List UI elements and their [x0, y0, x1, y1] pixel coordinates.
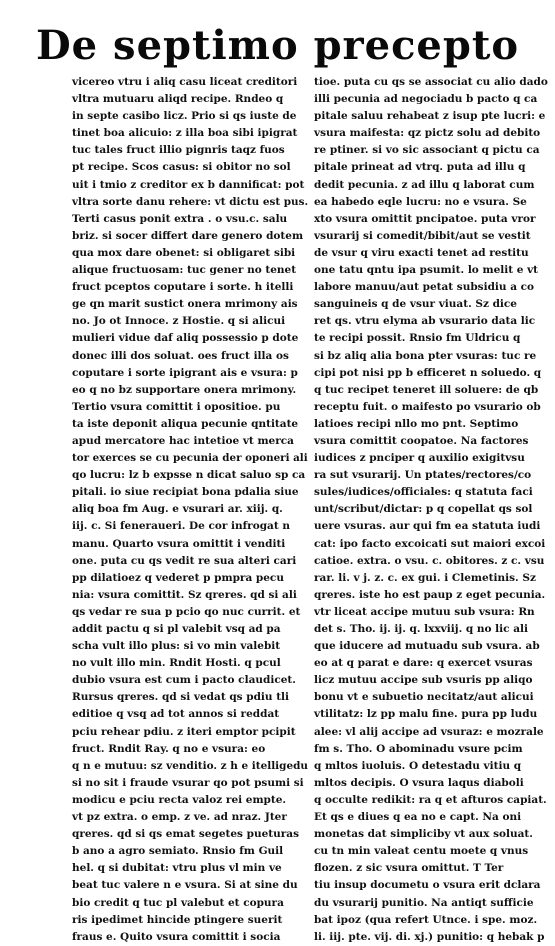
text-line: q tuc recipet teneret ill soluere: de qb — [314, 383, 539, 396]
text-line: mulieri vidue daf aliq possessio p dote — [72, 332, 299, 345]
text-line: tiu insup documetu o vsura erit dclara — [314, 879, 541, 892]
text-line: fruct pceptos coputare i sorte. h itelli — [72, 281, 294, 294]
text-line: alee: vl alij accipe ad vsuraz: e mozrale — [314, 725, 544, 738]
text-line: qo lucru: lz b expsse n dicat saluo sp ca — [72, 469, 306, 482]
text-line: tinet boa alicuio: z illa boa sibi ipigrat — [72, 127, 298, 140]
text-line: alique fructuosam: tuc gener no tenet — [72, 264, 297, 277]
text-line: cipi pot nisi pp b efficeret n soluedo. q — [314, 366, 542, 379]
text-line: catioe. extra. o vsu. c. obitores. z c. vsu — [314, 554, 545, 567]
page-heading: De septimo precepto — [35, 22, 520, 69]
text-line: labore manuu/aut petat subsidiu a co — [314, 281, 535, 294]
text-line: q n e mutuu: sz venditio. z h e itelligedu — [72, 759, 309, 772]
text-line: scha vult illo plus: si vo min valebit — [72, 640, 281, 653]
text-line: one tatu qntu ipa psumit. lo melit e vt — [314, 264, 539, 277]
text-line: cat: ipo facto excoicati sut maiori excoi — [314, 537, 546, 550]
text-line: q occulte redikit: ra q et afturos capiat. — [314, 793, 547, 806]
text-line: pciu rehear pdiu. z iteri emptor pcipit — [72, 725, 296, 738]
text-line: fruct. Rndit Ray. q no e vsura: eo — [72, 742, 266, 755]
text-line: Terti casus ponit extra . o vsu.c. salu — [72, 212, 288, 225]
left-text-column — [72, 74, 308, 946]
text-line: hel. q si dubitat: vtru plus vl min ve — [72, 862, 282, 875]
text-line: briz. si socer differt dare genero dotem — [72, 229, 304, 242]
text-line: vtr liceat accipe mutuu sub vsura: Rn — [314, 605, 535, 618]
text-line: det s. Tho. ij. ij. q. lxxviij. q no lic ali — [314, 623, 528, 635]
text-line: apud mercatore hac intetioe vt merca — [72, 434, 294, 447]
text-line: du vsurarij punitio. Na antiqt sufficie — [314, 896, 534, 909]
text-line: qua mox dare obenet: si obligaret sibi — [72, 246, 296, 259]
text-line: Et qs e diues q ea no e capt. Na oni — [314, 811, 522, 824]
text-line: ris ipedimet hincide ptingere suerit — [72, 913, 283, 926]
text-line: que iducere ad mutuadu sub vsura. ab — [314, 640, 540, 653]
text-line: de vsur q viru exacti tenet ad restitu — [314, 246, 529, 259]
text-line: bio credit q tuc pl valebut et copura — [72, 896, 284, 909]
text-line: beat tuc valere n e vsura. Si at sine du — [72, 879, 298, 892]
text-line: editioe q vsq ad tot annos si reddat — [72, 708, 280, 721]
text-line: vsura maifesta: qz pictz solu ad debito — [314, 127, 541, 140]
text-line: illi pecunia ad negociadu b pacto q ca — [314, 93, 538, 106]
text-line: vicereo vtru i aliq casu liceat creditori — [72, 76, 298, 88]
text-line: uere vsuras. aur qui fm ea statuta iudi — [314, 520, 541, 533]
text-line: no vult illo min. Rndit Hosti. q pcul — [72, 657, 281, 670]
text-line: uit i tmio z creditor ex b dannificat: pot — [72, 178, 305, 191]
text-line: fraus e. Quito vsura comittit i socia — [72, 930, 281, 943]
text-line: dedit pecunia. z ad illu q laborat cum — [314, 178, 535, 191]
text-line: ea habedo eqle lucru: no e vsura. Se — [314, 195, 527, 208]
text-line: ret qs. vtru elyma ab vsurario data lic — [314, 315, 536, 328]
text-line: xto vsura omittit pncipatoe. puta vror — [314, 212, 536, 225]
text-line: addit pactu q si pl valebit vsq ad pa — [72, 623, 281, 635]
text-line: manu. Quarto vsura omittit i venditi — [72, 537, 286, 550]
text-line: ta iste deponit aliqua pecunie qntitate — [72, 417, 299, 430]
text-line: bat ipoz (qua refert Utnce. i spe. moz. — [314, 913, 538, 926]
text-line: q mltos iuoluis. O detestadu vitiu q — [314, 759, 522, 772]
text-line: donec illi dos soluat. oes fruct illa os — [72, 349, 289, 362]
text-line: dubio vsura est cum i pacto claudicet. — [72, 674, 296, 687]
text-line: li. iij. pte. vij. di. xj.) punitio: q hebak p — [314, 930, 545, 943]
text-line: pitali. io siue recipiat bona pdalia siue — [72, 486, 299, 499]
text-line: latioes recipi nllo mo pnt. Septimo — [314, 417, 519, 430]
text-line: one. puta cu qs vedit re sua alteri cari — [72, 554, 297, 567]
text-line: Rursus qreres. qd si vedat qs pdiu tli — [72, 691, 290, 704]
text-line: fm s. Tho. O abominadu vsure pcim — [314, 742, 523, 755]
text-line: mltos decipis. O vsura laqus diaboli — [314, 776, 524, 789]
text-line: unt/scribut/dictar: p q copellat qs sol — [314, 503, 533, 516]
text-line: qs vedar re sua p pcio qo nuc currit. et — [72, 605, 301, 618]
text-line: b ano a agro semiato. Rnsio fm Guil — [72, 845, 284, 858]
text-line: re ptiner. si vo sic associant q pictu ca — [314, 144, 540, 157]
text-line: licz mutuu accipe sub vsuris pp aliqo — [314, 674, 533, 687]
text-line: monetas dat simpliciby vt aux soluat. — [314, 828, 533, 841]
text-line: pp dilatioez q vederet p pmpra pecu — [72, 571, 284, 584]
text-line: pt recipe. Scos casus: si obitor no sol — [72, 161, 291, 174]
text-line: vsurarij si comedit/bibit/aut se vestit — [314, 229, 531, 242]
text-line: sanguineis q de vsur viuat. Sz dice — [314, 298, 517, 311]
text-line: eo at q parat e dare: q exercet vsuras — [314, 657, 533, 670]
text-line: receptu fuit. o maifesto po vsurario ob — [314, 400, 541, 413]
text-line: ge qn marit sustict onera mrimony ais — [72, 298, 298, 311]
text-line: pitale saluu rehabeat z isup pte lucri: e — [314, 110, 546, 123]
text-line: modicu e pciu recta valoz rei empte. — [72, 793, 287, 806]
text-line: in septe casibo licz. Prio si qs iuste de — [72, 110, 297, 123]
text-line: iij. c. Si feneraueri. De cor infrogat n — [72, 520, 290, 533]
text-line: nia: vsura comittit. Sz qreres. qd si ali — [72, 588, 297, 601]
text-line: si bz aliq alia bona pter vsuras: tuc re — [314, 349, 537, 362]
text-line: aliq boa fm Aug. e vsurari ar. xiij. q. — [72, 503, 283, 516]
text-line: tioe. puta cu qs se associat cu alio dado — [314, 76, 548, 88]
text-line: pitale prineat ad vtrq. puta ad illu q — [314, 161, 526, 174]
text-line: tor exerces se cu pecunia der oponeri ali — [72, 452, 308, 465]
text-line: vtilitatz: lz pp malu fine. pura pp ludu — [314, 708, 538, 721]
text-line: vsura comittit coopatoe. Na factores — [314, 434, 529, 447]
text-line: sules/iudices/officiales: q statuta faci — [314, 486, 533, 499]
text-line: qreres. qd si qs emat segetes pueturas — [72, 828, 299, 841]
text-line: ra sut vsurarij. Un ptates/rectores/co — [314, 469, 532, 482]
text-line: iudices z pnciper q auxilio exigitvsu — [314, 452, 525, 465]
text-line: eo q no bz supportare onera mrimony. — [72, 383, 297, 396]
text-line: vltra mutuaru aliqd recipe. Rndeo q — [72, 93, 284, 106]
text-line: flozen. z sic vsura omittut. T Ter — [314, 862, 504, 875]
text-line: no. Jo ot Innoce. z Hostie. q si alicui — [72, 315, 286, 328]
text-line: te recipi possit. Rnsio fm Uldricu q — [314, 332, 521, 345]
text-line: vt pz extra. o emp. z ve. ad nraz. Jter — [72, 811, 287, 824]
text-line: tuc tales fruct illio pignris taqz fuos — [72, 144, 285, 157]
text-line: si no sit i fraude vsurar qo pot psumi si — [72, 776, 304, 789]
text-line: vltra sorte danu rehere: vt dictu est pus. — [72, 195, 309, 208]
text-line: rar. li. v j. z. c. ex gui. i Clemetinis. Sz — [314, 571, 536, 584]
text-line: cu tn min valeat centu moete q vnus — [314, 845, 529, 858]
text-line: coputare i sorte ipigrant ais e vsura: p — [72, 366, 298, 379]
text-line: Tertio vsura comittit i opositioe. pu — [72, 400, 281, 413]
text-line: qreres. iste ho est paup z eget pecunia. — [314, 588, 546, 601]
right-text-column — [314, 74, 550, 946]
text-line: bonu vt e subuetio necitatz/aut alicui — [314, 691, 534, 704]
